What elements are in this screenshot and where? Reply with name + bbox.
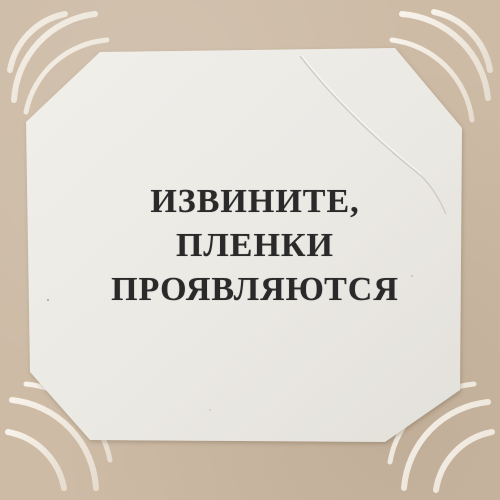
message-line-1: ИЗВИНИТЕ,: [150, 183, 360, 220]
message-line-2: ПЛЕНКИ: [175, 227, 334, 264]
message-line-3: ПРОЯВЛЯЮТСЯ: [111, 271, 399, 308]
message-text: [60, 180, 450, 312]
